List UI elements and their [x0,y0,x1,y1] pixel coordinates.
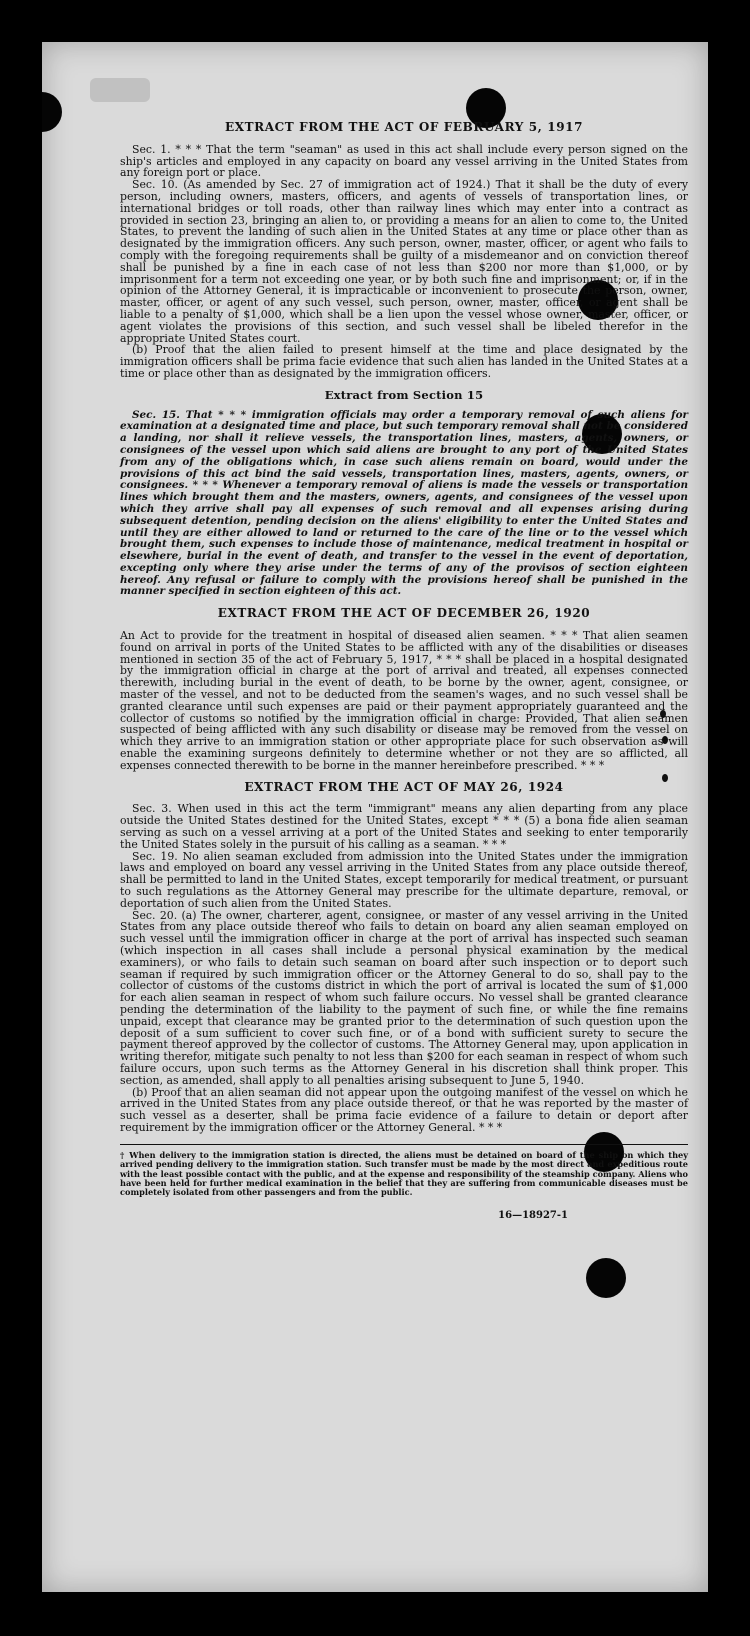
paragraph-sec-10: Sec. 10. (As amended by Sec. 27 of immigration act of 1924.) That it shall be the duty of every person, including owners, masters, officers, and agents of vessels of transportation lines, or international bridges or toll roads, other than railway lines which may enter into a contract as provided in section 23, bringing an alien to, or providing a means for an alien to come to, the United States, to prevent the landing of such alien in the United States at any time or place other than as designated by the immigration officers. Any such person, owner, master, officer, or agent who fails to comply with the foregoing requirements shall be guilty of a misdemeanor and on conviction thereof shall be punished by a fine in each case of not less than $200 nor more than $1,000, or by imprisonment for a term not exceeding one year, or by both such fine and imprisonment; or, if in the opinion of the Attorney General, it is impracticable or inconvenient to prosecute the person, owner, master, officer, or agent of any such vessel, such person, owner, master, officer, or agent shall be liable to a penalty of $1,000, which shall be a lien upon the vessel whose owner, master, officer, or agent violates the provisions of this section, and such vessel shall be libeled therefor in the appropriate United States court. [120,178,688,345]
paragraph-act-1920: An Act to provide for the treatment in hospital of diseased alien seamen. * * * That alien seamen found on arrival in ports of the United States to be afflicted with any of the disabilities or diseases mentioned in section 35 of the act of February 5, 1917, * * * shall be placed in a hospital designated by the immigration official in charge at the port of arrival and treated, all expenses connected therewith, including burial in the event of death, to be borne by the owner, agent, consignee, or master of the vessel, and not to be deducted from the seamen's wages, and no such vessel shall be granted clearance until such expenses are paid or their payment appropriately guaranteed and the collector of customs so notified by the immigration official in charge: Provided, That alien seamen suspected of being afflicted with any such disability or disease may be removed from the vessel on which they arrive to an immigration station or other appropriate place for such observation as will enable the examining surgeons definitely to determine whether or not they are so afflicted, all expenses connected therewith to be borne in the manner hereinbefore prescribed. * * * [120,629,688,772]
form-number: 16—18927-1 [498,1209,568,1221]
punch-hole [586,1258,626,1298]
section-15-block [120,410,688,599]
stamp-smudge [90,78,150,102]
heading-act-1917: EXTRACT FROM THE ACT OF FEBRUARY 5, 1917 [224,120,584,134]
paragraph-sec-1: Sec. 1. * * * That the term "seaman" as used in this act shall include every person signed on the ship's articles and employed in any capacity on board any vessel arriving in the United States from any foreign port or place. [120,142,688,180]
paragraph-sec-19: Sec. 19. No alien seaman excluded from admission into the United States under the immigration laws and employed on board any vessel arriving in the United States from any place outside thereof, shall be permitted to land in the United States, except temporarily for medical treatment, or pursuant to such regulations as the Attorney General may prescribe for the ultimate departure, removal, or deportation of such alien from the United States. [120,849,688,910]
footnote: † When delivery to the immigration station is directed, the aliens must be detained on board of the ship on which they arrived pending delivery to the immigration station. Such transfer must be made by the most direct and expeditious route with the least possible contact with the public, and at the expense and responsibility of the steamship company. Aliens who have been held for further medical examination in the belief that they are suffering from communicable diseases must be completely isolated from other passengers and from the public. [120,1149,688,1198]
heading-act-1920: EXTRACT FROM THE ACT OF DECEMBER 26, 1920 [217,606,591,621]
paragraph-sec-15: Sec. 15. That * * * immigration officials may order a temporary removal of such aliens for examination at a designated time and place, but such temporary removal shall not be considered a landing, nor shall it relieve vessels, the transportation lines, masters, agents, owners, or consignees of the vessel upon which said aliens are brought to any port of the United States from any of the obligations which, in case such aliens remain on board, would under the provisions of this act bind the said vessels, transportation lines, masters, agents, owners, or consignees. * * * Whenever a temporary removal of aliens is made the vessels or transportation lines which brought them and the masters, owners, agents, and consignees of the vessel upon which they arrive shall pay all expenses of such removal and all expenses arising during subsequent detention, pending decision on the aliens' eligibility to enter the United States and until they are either allowed to land or returned to the care of the line or to the vessel which brought them, such expenses to include those of maintenance, medical treatment in hospital or elsewhere, burial in the event of death, and transfer to the vessel in the event of deportation, excepting only where they arise under the terms of any of the provisos of section eighteen hereof. Any refusal or failure to comply with the provisions hereof shall be punished in the manner specified in section eighteen of this act. [120,408,688,598]
paragraph-sec-20-b: (b) Proof that an alien seaman did not appear upon the outgoing manifest of the vessel on which he arrived in the United States from any place outside thereof, or that he was reported by the master of such vessel as a deserter, shall be prima facie evidence of a failure to detain or deport after requirement by the immigration officer or the Attorney General. * * * [120,1085,688,1134]
heading-act-1924: EXTRACT FROM THE ACT OF MAY 26, 1924 [244,779,564,794]
punch-hole [42,92,62,132]
paragraph-sec-10-b: (b) Proof that the alien failed to present himself at the time and place designated by the immigration officers shall be prima facie evidence that such alien has landed in the United States at a time or place other than as designated by the immigration officers. [120,343,688,380]
paragraph-sec-3: Sec. 3. When used in this act the term "immigrant" means any alien departing from any place outside the United States destined for the United States, except * * * (5) a bona fide alien seaman serving as such on a vessel arriving at a port of the United States and seeking to enter temporarily the United States solely in the pursuit of his calling as a seaman. * * * [120,802,688,851]
heading-section-15: Extract from Section 15 [324,387,484,402]
paragraph-sec-20-a: Sec. 20. (a) The owner, charterer, agent, consignee, or master of any vessel arriving in the United States from any place outside thereof who fails to detain on board any alien seaman employed on such vessel until the immigration officer in charge at the port of arrival has inspected such seaman (which inspection in all cases shall include a personal physical examination by the medical examiners), or who fails to detain such seaman on board after such inspection or to deport such seaman if required by such immigration officer or the Attorney General to do so, shall pay to the collector of customs of the customs district in which the port of arrival is located the sum of $1,000 for each alien seaman in respect of whom such failure occurs. No vessel shall be granted clearance pending the determination of the liability to the payment of such fine, or while the fine remains unpaid, except that clearance may be granted prior to the determination of such question upon the deposit of a sum sufficient to cover such fine, or of a bond with sufficient surety to secure the payment thereof approved by the collector of customs. The Attorney General may, upon application in writing therefor, mitigate such penalty to not less than $200 for each seaman in respect of whom such failure occurs, upon such terms as the Attorney General in his discretion shall think proper. This section, as amended, shall apply to all penalties arising subsequent to June 5, 1940. [120,908,688,1087]
document-page [42,42,708,1592]
footnote-divider [120,1144,688,1145]
document-body [120,122,688,1222]
